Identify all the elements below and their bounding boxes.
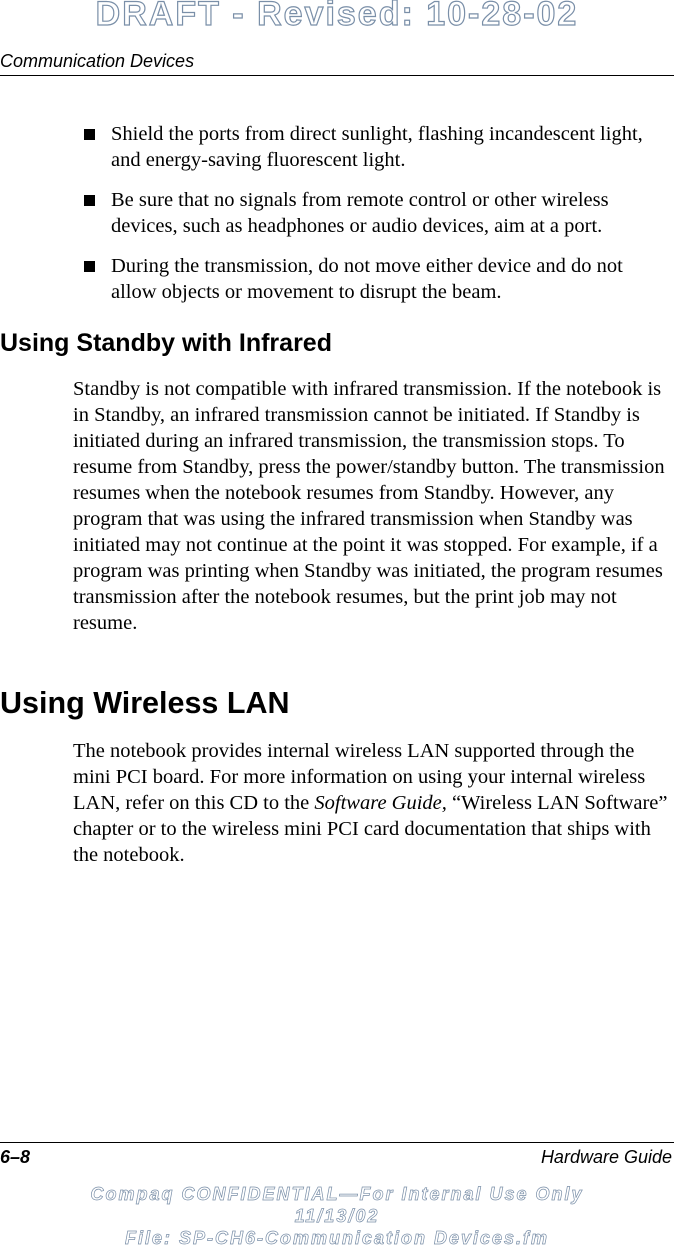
confidential-notice: [0, 1183, 674, 1249]
wireless-lan-paragraph: [73, 738, 671, 868]
bullet-item: [0, 187, 674, 239]
square-bullet-icon: [84, 261, 95, 272]
bullet-list: [0, 121, 674, 319]
standby-paragraph: Standby is not compatible with infrared transmission. If the notebook is in Standby, an infrared transmission cannot be initiated. If Standby is initiated during an infrared transmission, the transmission stops. To resume from Standby, press the power/standby button. The transmission resumes when the notebook resumes from Standby. However, any program that was using the infrared transmission when Standby was initiated may not continue at the point it was stopped. For example, if a program was printing when Standby was initiated, the program resumes transmission after the notebook resumes, but the print job may not resume.: [73, 378, 665, 634]
guide-name: Hardware Guide: [540, 1147, 672, 1167]
draft-watermark-banner: DRAFT - Revised: 10-28-02: [95, 0, 579, 33]
running-head: Communication Devices: [0, 51, 195, 71]
confidential-line: Compaq CONFIDENTIAL—For Internal Use Only: [90, 1184, 584, 1204]
bullet-text: During the transmission, do not move either device and do not allow objects or movement to disrupt the beam.: [111, 255, 623, 303]
page-number: 6–8: [0, 1147, 31, 1167]
software-guide-reference: Software Guide,: [314, 792, 447, 814]
header-rule: [0, 75, 674, 76]
section-heading-standby: Using Standby with Infrared: [0, 329, 332, 357]
bullet-text: Be sure that no signals from remote control or other wireless devices, such as headphones or audio devices, aim at a port.: [111, 189, 609, 237]
confidential-file: File: SP-CH6-Communication Devices.fm: [124, 1228, 550, 1248]
square-bullet-icon: [84, 129, 95, 140]
wireless-lan-text-start: The notebook provides internal wireless LAN supported through the mini PCI board. For more information on using your internal wireless LAN, refer on this CD to the: [73, 740, 646, 814]
bullet-item: [0, 121, 674, 173]
footer-rule: [0, 1142, 674, 1143]
bullet-text: Shield the ports from direct sunlight, flashing incandescent light, and energy-saving fluorescent light.: [111, 123, 643, 171]
confidential-date: 11/13/02: [294, 1206, 380, 1226]
wireless-lan-text-end: “Wireless LAN Software” chapter or to the wireless mini PCI card documentation that ships with the notebook.: [73, 792, 668, 866]
square-bullet-icon: [84, 195, 95, 206]
bullet-item: [0, 253, 674, 305]
section-heading-wireless-lan: Using Wireless LAN: [0, 686, 290, 720]
